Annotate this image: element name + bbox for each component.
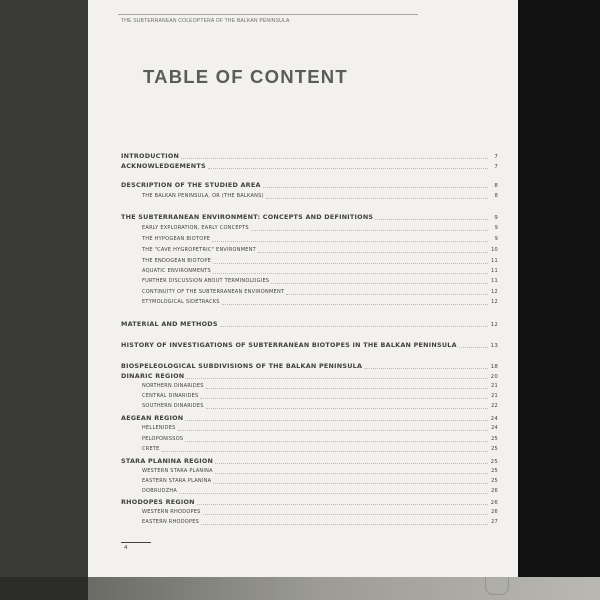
page-title: TABLE OF CONTENT xyxy=(143,66,348,87)
dot-leader xyxy=(178,426,488,431)
toc-entry-page: 25 xyxy=(491,446,498,452)
toc-entry[interactable] xyxy=(121,258,498,264)
toc-entry-page: 26 xyxy=(490,500,498,506)
toc-entry-label: ETYMOLOGICAL SIDETRACKS xyxy=(142,299,220,305)
toc-entry[interactable] xyxy=(121,393,498,399)
dot-leader xyxy=(222,300,488,305)
toc-entry[interactable] xyxy=(121,152,498,160)
running-title: THE SUBTERRANEAN COLEOPTERA OF THE BALKAN PENINSULA xyxy=(121,18,290,24)
toc-entry-page: 20 xyxy=(490,374,498,380)
toc-entry-page: 21 xyxy=(491,393,498,399)
dot-leader xyxy=(185,437,488,442)
toc-entry-label: CRETE xyxy=(142,446,160,452)
toc-entry-label: THE ENDOGEAN BIOTOPE xyxy=(142,258,212,264)
dot-leader xyxy=(186,374,488,379)
toc-entry-label: DOBRUDZHA xyxy=(142,488,178,494)
toc-entry[interactable] xyxy=(121,488,498,494)
toc-entry-page: 18 xyxy=(490,364,498,370)
toc-entry-label: HISTORY OF INVESTIGATIONS OF SUBTERRANEAN BIOTOPES IN THE BALKAN PENINSULA xyxy=(121,341,457,349)
toc-entry[interactable] xyxy=(121,403,498,409)
dot-leader xyxy=(215,469,488,474)
dot-leader xyxy=(206,404,488,409)
toc-entry[interactable] xyxy=(121,247,498,253)
toc-entry[interactable] xyxy=(121,414,498,422)
toc-entry-page: 25 xyxy=(491,478,498,484)
dot-leader xyxy=(181,154,488,159)
toc-entry-label: HELLENIDES xyxy=(142,425,176,431)
toc-entry-label: THE "CAVE HYGROPETRIC" ENVIRONMENT xyxy=(142,247,256,253)
dot-leader xyxy=(251,226,488,231)
toc-entry-page: 22 xyxy=(491,403,498,409)
dot-leader xyxy=(200,394,488,399)
dot-leader xyxy=(266,194,488,199)
toc-entry[interactable] xyxy=(121,498,498,506)
toc-entry-label: AEGEAN REGION xyxy=(121,414,184,422)
toc-entry-label: DESCRIPTION OF THE STUDIED AREA xyxy=(121,181,261,189)
toc-entry-label: WESTERN RHODOPES xyxy=(142,509,201,515)
toc-entry-label: CENTRAL DINARIDES xyxy=(142,393,199,399)
toc-entry[interactable] xyxy=(121,213,498,221)
dot-leader xyxy=(206,384,488,389)
toc-entry-page: 7 xyxy=(494,154,498,160)
toc-entry-label: MATERIAL AND METHODS xyxy=(121,320,218,328)
toc-entry[interactable] xyxy=(121,468,498,474)
header-rule xyxy=(118,14,418,15)
bottom-background xyxy=(0,577,600,600)
toc-entry-label: DINARIC REGION xyxy=(121,372,185,380)
dot-leader xyxy=(197,500,488,505)
toc-entry-label: THE BALKAN PENINSULA, OR (THE BALKANS) xyxy=(142,193,264,199)
toc-entry[interactable] xyxy=(121,225,498,231)
toc-entry-page: 8 xyxy=(494,183,498,189)
toc-entry[interactable] xyxy=(121,162,498,170)
toc-entry[interactable] xyxy=(121,268,498,274)
footer-rule xyxy=(121,542,151,543)
toc-entry[interactable] xyxy=(121,509,498,515)
dot-leader xyxy=(162,447,488,452)
toc-entry-page: 12 xyxy=(490,322,498,328)
toc-entry-page: 26 xyxy=(491,488,498,494)
toc-entry-label: ACKNOWLEDGEMENTS xyxy=(121,162,206,170)
toc-entry[interactable] xyxy=(121,341,498,349)
dot-leader xyxy=(179,489,488,494)
toc-entry-page: 9 xyxy=(494,225,498,231)
toc-entry[interactable] xyxy=(121,436,498,442)
toc-entry-page: 13 xyxy=(490,343,498,349)
dot-leader xyxy=(459,343,488,348)
dot-leader xyxy=(213,269,488,274)
toc-entry-page: 27 xyxy=(491,519,498,525)
toc-entry-label: INTRODUCTION xyxy=(121,152,180,160)
toc-entry-label: RHODOPES REGION xyxy=(121,498,195,506)
toc-entry[interactable] xyxy=(121,372,498,380)
toc-entry-label: EARLY EXPLORATION, EARLY CONCEPTS xyxy=(142,225,249,231)
toc-entry[interactable] xyxy=(121,278,498,284)
toc-entry[interactable] xyxy=(121,299,498,305)
toc-entry-page: 12 xyxy=(491,299,498,305)
dot-leader xyxy=(286,290,488,295)
toc-entry-label: STARA PLANINA REGION xyxy=(121,457,214,465)
toc-entry[interactable] xyxy=(121,425,498,431)
book-page xyxy=(88,0,518,577)
toc-entry-page: 10 xyxy=(491,247,498,253)
dot-leader xyxy=(215,459,488,464)
toc-entry[interactable] xyxy=(121,236,498,242)
toc-entry-label: THE SUBTERRANEAN ENVIRONMENT: CONCEPTS AND DEFINITIONS xyxy=(121,213,374,221)
dot-leader xyxy=(185,416,488,421)
dot-leader xyxy=(213,479,488,484)
dot-leader xyxy=(271,279,488,284)
page-number: 4 xyxy=(124,545,128,551)
toc-entry-label: PELOPONISSOS xyxy=(142,436,184,442)
toc-entry-page: 11 xyxy=(491,258,498,264)
toc-entry[interactable] xyxy=(121,362,498,370)
toc-entry-label: AQUATIC ENVIRONMENTS xyxy=(142,268,211,274)
dot-leader xyxy=(220,322,488,327)
dot-leader xyxy=(263,183,488,188)
toc-entry[interactable] xyxy=(121,181,498,189)
toc-entry-page: 9 xyxy=(494,236,498,242)
toc-entry-label: SOUTHERN DINARIDES xyxy=(142,403,204,409)
toc-entry-page: 12 xyxy=(491,289,498,295)
dot-leader xyxy=(258,248,488,253)
toc-entry-page: 26 xyxy=(491,509,498,515)
dot-leader xyxy=(201,520,488,525)
dot-leader xyxy=(212,237,488,242)
toc-entry-label: THE HYPOGEAN BIOTOPE xyxy=(142,236,211,242)
toc-entry[interactable] xyxy=(121,193,498,199)
toc-entry-label: FURTHER DISCUSSION ABOUT TERMINOLOGIES xyxy=(142,278,270,284)
toc-entry[interactable] xyxy=(121,446,498,452)
toc-entry-page: 7 xyxy=(494,164,498,170)
toc-entry-label: NORTHERN DINARIDES xyxy=(142,383,204,389)
dot-leader xyxy=(213,259,488,264)
dot-leader xyxy=(364,364,488,369)
toc-entry-page: 11 xyxy=(491,268,498,274)
toc-entry-page: 9 xyxy=(494,215,498,221)
toc-entry-label: WESTERN STARA PLANINA xyxy=(142,468,213,474)
toc-entry[interactable] xyxy=(121,289,498,295)
toc-entry-page: 25 xyxy=(491,468,498,474)
toc-entry-page: 25 xyxy=(491,436,498,442)
toc-entry-page: 8 xyxy=(494,193,498,199)
dot-leader xyxy=(208,164,488,169)
dot-leader xyxy=(203,510,488,515)
toc-entry-label: CONTINUITY OF THE SUBTERRANEAN ENVIRONMENT xyxy=(142,289,285,295)
toc-entry[interactable] xyxy=(121,320,498,328)
dot-leader xyxy=(375,215,488,220)
toc-entry-page: 24 xyxy=(491,425,498,431)
toc-entry[interactable] xyxy=(121,519,498,525)
toc-entry-page: 11 xyxy=(491,278,498,284)
toc-entry[interactable] xyxy=(121,457,498,465)
toc-entry[interactable] xyxy=(121,383,498,389)
toc-entry-page: 25 xyxy=(490,459,498,465)
toc-entry-label: BIOSPELEOLOGICAL SUBDIVISIONS OF THE BALKAN PENINSULA xyxy=(121,362,363,370)
toc-entry-page: 24 xyxy=(490,416,498,422)
toc-entry-label: EASTERN RHODOPES xyxy=(142,519,200,525)
toc-entry-label: EASTERN STARA PLANINA xyxy=(142,478,212,484)
toc-entry-page: 21 xyxy=(491,383,498,389)
toc-entry[interactable] xyxy=(121,478,498,484)
right-edge-strip xyxy=(518,0,600,577)
